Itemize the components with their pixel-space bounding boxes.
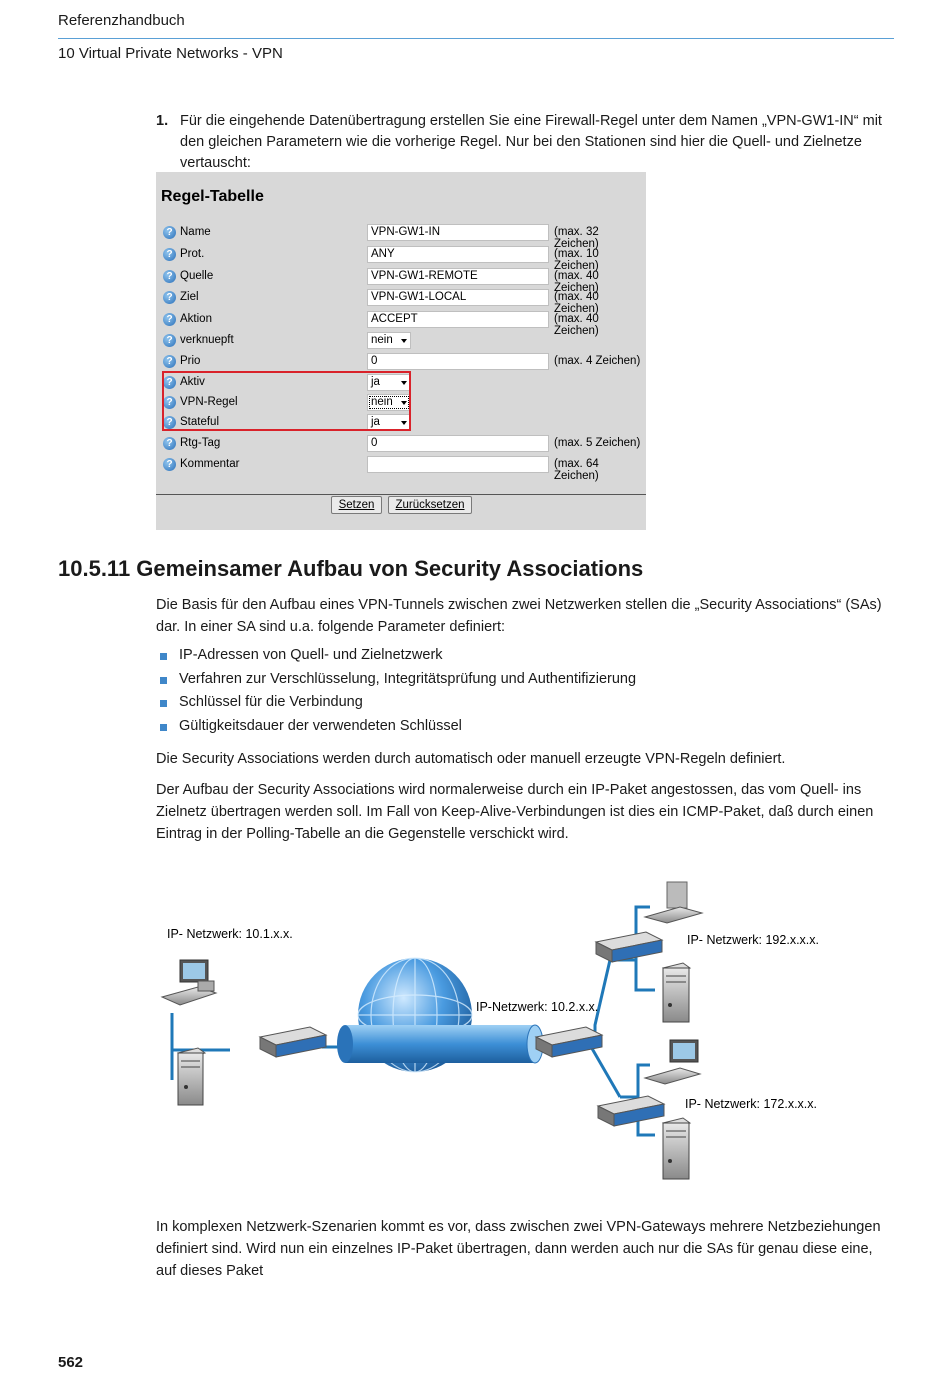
help-icon[interactable]: ? (163, 458, 176, 471)
bullet-item: Schlüssel für die Verbindung (160, 694, 363, 710)
help-icon[interactable]: ? (163, 396, 176, 409)
row-label: Prot. (180, 248, 205, 260)
setzen-button[interactable]: Setzen (331, 496, 382, 514)
rtg-tag-input[interactable]: 0 (367, 435, 549, 452)
network-diagram (150, 865, 830, 1200)
prio-input[interactable]: 0 (367, 353, 549, 370)
row-label: Kommentar (180, 458, 240, 470)
select-value: ja (371, 416, 380, 428)
row-label: Name (180, 226, 211, 238)
router-center-icon (536, 1027, 602, 1057)
help-icon[interactable]: ? (163, 313, 176, 326)
row-ziel (156, 288, 646, 315)
bullet-square-icon (160, 653, 167, 660)
paragraph-4: In komplexen Netzwerk-Szenarien kommt es vor, dass zwischen zwei VPN-Gateways mehrere Netzbeziehungen definiert sind. Wird nun ein einzelnes IP-Paket übertragen, dann werden auch nur die SAs für genau diese eine, auf dieses Paket (156, 1219, 881, 1279)
vpn-tunnel-icon (337, 1025, 543, 1063)
kommentar-input[interactable] (367, 456, 549, 473)
row-label: Quelle (180, 270, 214, 282)
quelle-input[interactable]: VPN-GW1-REMOTE (367, 268, 549, 285)
zuruecksetzen-button[interactable]: Zurücksetzen (388, 496, 472, 514)
workstation-mid-right-icon (645, 1040, 700, 1084)
prot-input[interactable]: ANY (367, 246, 549, 263)
row-name (156, 223, 646, 250)
bullet-item: Verfahren zur Verschlüsselung, Integritätsprüfung und Authentifizierung (160, 671, 636, 687)
bullet-item: IP-Adressen von Quell- und Zielnetzwerk (160, 647, 443, 663)
row-hint: (max. 10 Zeichen) (554, 248, 599, 272)
step-text: Für die eingehende Datenübertragung erstellen Sie eine Firewall-Regel unter dem Namen „VPN-GW1-IN“ mit den gleichen Parametern wie die vorherige Regel. Nur bei den Stationen sind hier die Quell- und Zielnetze vertauscht: (180, 113, 882, 171)
panel-title: Regel-Tabelle (161, 188, 264, 205)
help-icon[interactable]: ? (163, 248, 176, 261)
bullet-square-icon (160, 677, 167, 684)
help-icon[interactable]: ? (163, 355, 176, 368)
help-icon[interactable]: ? (163, 416, 176, 429)
paragraph-3: Der Aufbau der Security Associations wird normalerweise durch ein IP-Paket angestossen, das vom Quell- ins Zielnetz übertragen werden soll. Im Fall von Keep-Alive-Verbindungen ist dies ein ICMP-Paket, daß durch einen Eintrag in der Polling-Tabelle an die Gegenstelle verschickt wird. (156, 782, 874, 842)
bullet-square-icon (160, 700, 167, 707)
workstation-top-right-icon (645, 882, 702, 923)
router-top-right-icon (596, 932, 662, 962)
highlight-box (162, 371, 411, 431)
network-diagram-svg (150, 865, 830, 1195)
row-hint: (max. 32 Zeichen) (554, 226, 599, 250)
name-input[interactable]: VPN-GW1-IN (367, 224, 549, 241)
row-hint: (max. 64 Zeichen) (554, 458, 599, 482)
row-label: Aktiv (180, 376, 205, 388)
row-label: Ziel (180, 291, 199, 303)
step-number: 1. (156, 113, 169, 129)
ziel-input[interactable]: VPN-GW1-LOCAL (367, 289, 549, 306)
running-header-chapter: 10 Virtual Private Networks - VPN (58, 45, 283, 62)
server-bottom-right-icon (663, 1118, 690, 1179)
router-bottom-right-icon (598, 1096, 664, 1126)
row-kommentar (156, 455, 646, 482)
row-rtg-tag (156, 434, 646, 454)
chevron-down-icon (401, 339, 407, 343)
label-net-left: IP- Netzwerk: 10.1.x.x. (167, 927, 293, 941)
select-value: nein (371, 396, 393, 408)
row-aktion (156, 310, 646, 337)
header-rule (58, 38, 894, 39)
page-number: 562 (58, 1354, 84, 1371)
router-left-icon (260, 1027, 326, 1057)
verknuepft-select[interactable] (367, 332, 411, 349)
row-verknuepft (156, 331, 646, 351)
instruction-step (156, 111, 896, 174)
bullet-item: Gültigkeitsdauer der verwendeten Schlüssel (160, 718, 462, 734)
bullet-square-icon (160, 724, 167, 731)
row-hint: (max. 40 Zeichen) (554, 291, 599, 315)
aktion-input[interactable]: ACCEPT (367, 311, 549, 328)
server-left-icon (178, 1048, 205, 1105)
row-hint: (max. 40 Zeichen) (554, 313, 599, 337)
label-net-center: IP-Netzwerk: 10.2.x.x. (476, 1000, 599, 1014)
help-icon[interactable]: ? (163, 291, 176, 304)
select-value: ja (371, 376, 380, 388)
workstation-left-icon (162, 960, 216, 1005)
row-hint: (max. 40 Zeichen) (554, 270, 599, 294)
row-label: verknuepft (180, 334, 234, 346)
select-value: nein (371, 334, 393, 346)
server-top-right-icon (663, 963, 690, 1022)
row-label: VPN-Regel (180, 396, 238, 408)
help-icon[interactable]: ? (163, 334, 176, 347)
paragraph-2: Die Security Associations werden durch automatisch oder manuell erzeugte VPN-Regeln definiert. (156, 751, 786, 767)
row-prot (156, 245, 646, 272)
row-label: Stateful (180, 416, 219, 428)
row-label: Rtg-Tag (180, 437, 221, 449)
label-net-right-top: IP- Netzwerk: 192.x.x.x. (687, 933, 819, 947)
help-icon[interactable]: ? (163, 437, 176, 450)
row-prio (156, 352, 646, 372)
section-heading: 10.5.11 Gemeinsamer Aufbau von Security Associations (58, 556, 644, 581)
row-hint: (max. 4 Zeichen) (554, 355, 641, 367)
help-icon[interactable]: ? (163, 270, 176, 283)
intro-paragraph: Die Basis für den Aufbau eines VPN-Tunnels zwischen zwei Netzwerken stellen die „Security Associations“ (SAs) dar. In einer SA sind u.a. folgende Parameter definiert: (156, 597, 882, 635)
panel-divider (156, 494, 646, 495)
help-icon[interactable]: ? (163, 226, 176, 239)
label-net-right-bottom: IP- Netzwerk: 172.x.x.x. (685, 1097, 817, 1111)
regel-tabelle-panel (156, 172, 646, 530)
row-hint: (max. 5 Zeichen) (554, 437, 641, 449)
row-label: Aktion (180, 313, 212, 325)
row-label: Prio (180, 355, 201, 367)
help-icon[interactable]: ? (163, 376, 176, 389)
running-header-book: Referenzhandbuch (58, 12, 185, 29)
row-quelle (156, 267, 646, 294)
